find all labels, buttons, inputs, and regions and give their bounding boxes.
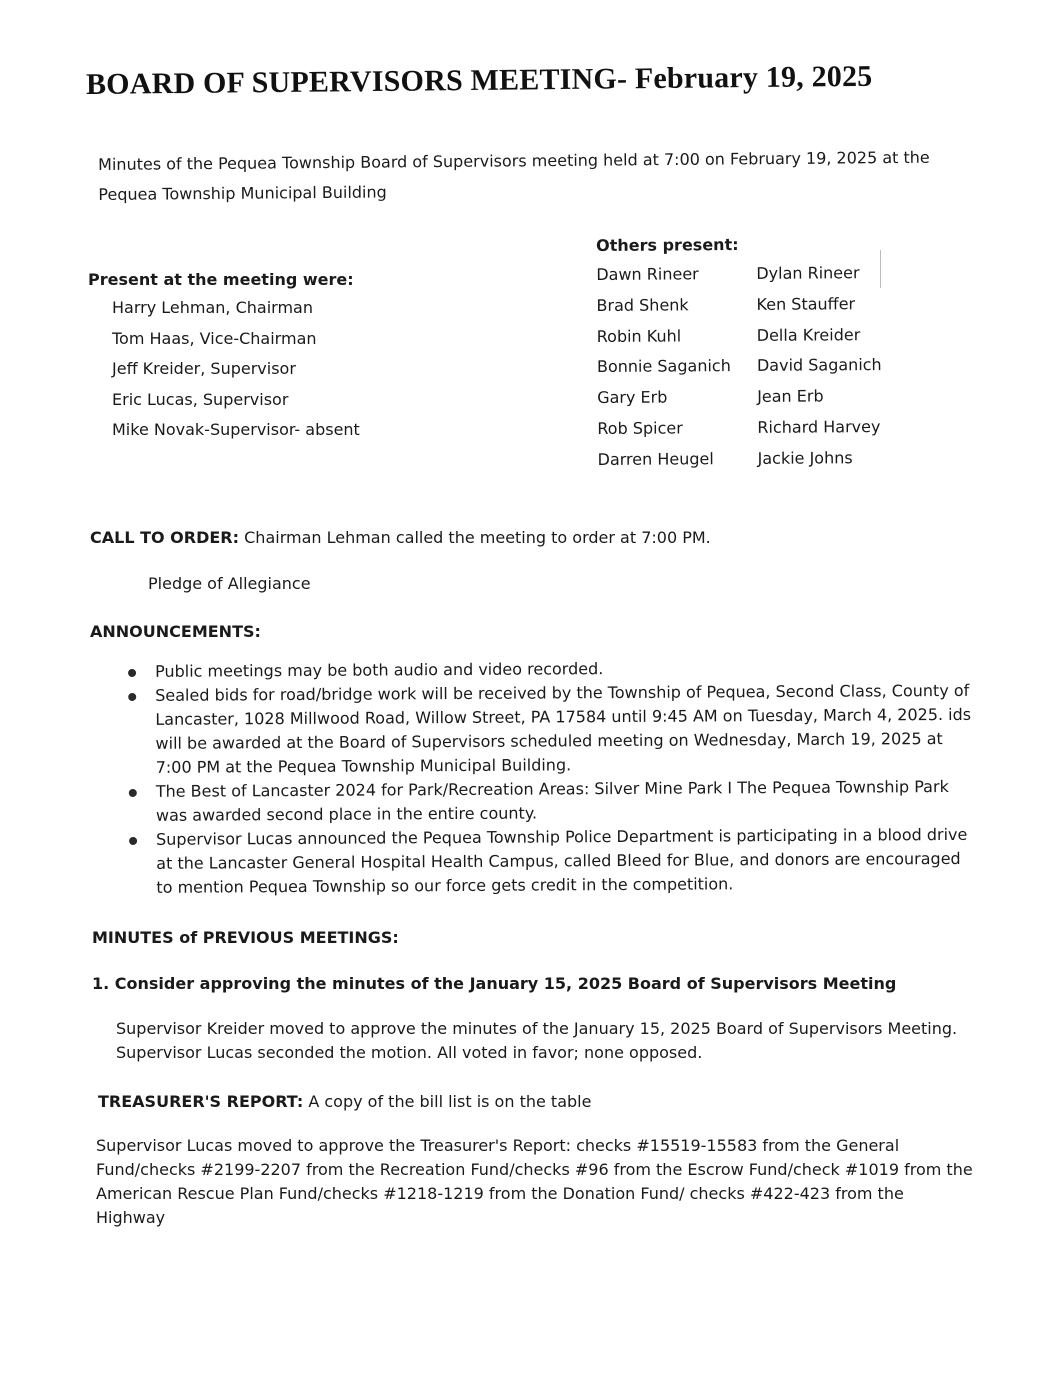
list-item: Harry Lehman, Chairman	[112, 298, 313, 317]
list-item	[128, 679, 974, 780]
list-item: Tom Haas, Vice-Chairman	[112, 328, 317, 348]
announcement-text: Sealed bids for road/bridge work will be received by the Township of Pequea, Second Class, County of Lancaster, 1028 Millwood Road, Willow Street, PA 17584 until 9:45 AM on Tuesday, March 4, 2025. ids will be awarded at the Board of Supervisors scheduled meeting on Wednesday, March 19, 2025 at 7:00 PM at the Pequea Township Municipal Building.	[155, 680, 972, 777]
list-item: Eric Lucas, Supervisor	[112, 389, 289, 409]
attendee-name: Dawn Rineer	[596, 264, 699, 284]
bullet-icon	[128, 669, 136, 677]
attendee-name: Jean Erb	[757, 386, 824, 407]
bullet-icon	[129, 789, 137, 797]
announcements-heading: ANNOUNCEMENTS:	[90, 622, 261, 641]
announcement-text: Public meetings may be both audio and video recorded.	[155, 659, 604, 681]
treasurer-label: TREASURER'S REPORT:	[98, 1092, 304, 1111]
present-section	[88, 270, 360, 446]
attendee-name: Rob Spicer	[597, 418, 683, 438]
announcements-list	[128, 655, 974, 900]
attendee-name: Jackie Johns	[757, 447, 853, 468]
bullet-icon	[128, 693, 136, 701]
call-to-order	[90, 526, 711, 550]
divider-line	[880, 250, 881, 288]
bullet-icon	[129, 837, 137, 845]
present-list	[88, 293, 360, 446]
list-item: Mike Novak-Supervisor- absent	[112, 420, 360, 439]
attendee-name: Dylan Rineer	[756, 263, 860, 283]
attendee-name: Richard Harvey	[757, 417, 881, 437]
list-item: Jeff Kreider, Supervisor	[112, 359, 296, 378]
others-heading: Others present:	[596, 235, 739, 255]
announcement-text: Supervisor Lucas announced the Pequea Township Police Department is participating in a blood drive at the Lancaster General Hospital Health Campus, called Bleed for Blue, and donors are encouraged to mention Pequea Township so our force gets credit in the competition.	[156, 824, 968, 897]
attendee-name: Bonnie Saganich	[596, 356, 731, 377]
treasurer-report	[98, 1090, 591, 1114]
call-to-order-label: CALL TO ORDER:	[90, 528, 240, 547]
pledge-text: Pledge of Allegiance	[148, 574, 311, 593]
minutes-item-title: 1. Consider approving the minutes of the January 15, 2025 Board of Supervisors Meeting	[92, 974, 897, 993]
attendee-name: Della Kreider	[756, 324, 861, 345]
intro-paragraph: Minutes of the Pequea Township Board of Supervisors meeting held at 7:00 on February 19, 2025 at the Pequea Township Municipal Building	[98, 147, 930, 204]
attendee-name: Robin Kuhl	[596, 326, 682, 346]
attendee-name: Brad Shenk	[596, 295, 689, 315]
treasurer-motion: Supervisor Lucas moved to approve the Treasurer's Report: checks #15519-15583 from the General Fund/checks #2199-2207 from the Recreation Fund/checks #96 from the Escrow Fund/check #1019 from the American Rescue Plan Fund/checks #1218-1219 from the Donation Fund/ checks #422-423 from the Highway	[96, 1136, 973, 1227]
list-item	[129, 775, 974, 828]
others-grid	[596, 258, 897, 476]
minutes-heading: MINUTES of PREVIOUS MEETINGS:	[92, 928, 399, 947]
page-title: BOARD OF SUPERVISORS MEETING- February 19, 2025	[85, 59, 873, 101]
attendee-name: David Saganich	[756, 355, 882, 376]
others-present-section	[596, 230, 898, 476]
attendee-name: Darren Heugel	[597, 448, 714, 469]
minutes-item-text: Supervisor Kreider moved to approve the minutes of the January 15, 2025 Board of Supervisors Meeting. Supervisor Lucas seconded the motion. All voted in favor; none opposed.	[116, 1019, 958, 1062]
treasurer-text: A copy of the bill list is on the table	[308, 1092, 592, 1111]
announcement-text: The Best of Lancaster 2024 for Park/Recreation Areas: Silver Mine Park I The Pequea Township Park was awarded second place in the entire county.	[155, 776, 949, 825]
attendee-name: Ken Stauffer	[756, 293, 856, 314]
call-to-order-text: Chairman Lehman called the meeting to order at 7:00 PM.	[244, 528, 711, 547]
attendee-name: Gary Erb	[597, 387, 668, 408]
list-item	[129, 823, 974, 900]
present-heading: Present at the meeting were:	[88, 270, 354, 289]
